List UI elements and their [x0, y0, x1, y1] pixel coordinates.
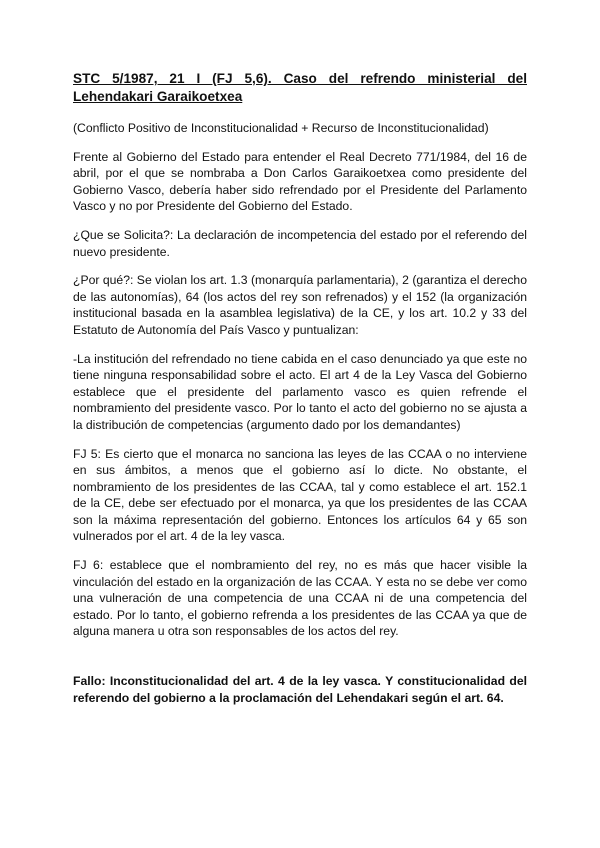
- paragraph-solicita: ¿Que se Solicita?: La declaración de incompetencia del estado por el referendo del nuevo presidente.: [73, 227, 527, 259]
- document-title: STC 5/1987, 21 I (FJ 5,6). Caso del refrendo ministerial del Lehendakari Garaikoetxea: [73, 71, 527, 104]
- paragraph-argumento: -La institución del refrendado no tiene cabida en el caso denunciado ya que este no tiene ninguna responsabilidad sobre el acto. El art 4 de la Ley Vasca del Gobierno establece que el presidente del parlamento vasco es quien refrende el nombramiento del presidente vasco. Por lo tanto el acto del gobierno no se ajusta a la distribución de competencias (argumento dado por los demandantes): [73, 351, 527, 432]
- paragraph-fj5: FJ 5: Es cierto que el monarca no sanciona las leyes de las CCAA o no interviene en sus ámbitos, a menos que el gobierno así lo dicte. No obstante, el nombramiento de los presidentes de las CCAA, tal y como establece el art. 152.1 de la CE, debe ser efectuado por el monarca, ya que los presidentes de las CCAA son la máxima representación del gobierno. Entonces los artículos 64 y 65 son vulnerados por el art. 4 de la ley vasca.: [73, 446, 527, 544]
- document-page: [73, 70, 527, 706]
- paragraph-antecedentes: Frente al Gobierno del Estado para entender el Real Decreto 771/1984, del 16 de abril, por el que se nombraba a Don Carlos Garaikoetxea como presidente del Gobierno Vasco, debería haber sido refrendado por el Presidente del Parlamento Vasco y no por Presidente del Gobierno del Estado.: [73, 149, 527, 214]
- paragraph-fallo: Fallo: Inconstitucionalidad del art. 4 de la ley vasca. Y constitucionalidad del referendo del gobierno a la proclamación del Lehendakari según el art. 64.: [73, 674, 527, 705]
- document-subtitle: (Conflicto Positivo de Inconstitucionalidad + Recurso de Inconstitucionalidad): [73, 121, 489, 135]
- paragraph-fj6: FJ 6: establece que el nombramiento del rey, no es más que hacer visible la vinculación del estado en la organización de las CCAA. Y esta no se debe ver como una vulneración de una competencia de una CCAA ni de una competencia del estado. Por lo tanto, el gobierno refrenda a los presidentes de las CCAA ya que de alguna manera u otra son responsables de los actos del rey.: [73, 558, 527, 639]
- paragraph-por-que: ¿Por qué?: Se violan los art. 1.3 (monarquía parlamentaria), 2 (garantiza el derecho de las autonomías), 64 (los actos del rey son refrenados) y el 152 (la organización institucional basada en la asamblea legislativa) de la CE, y los art. 10.2 y 33 del Estatuto de Autonomía del País Vasco y puntualizan:: [73, 273, 527, 337]
